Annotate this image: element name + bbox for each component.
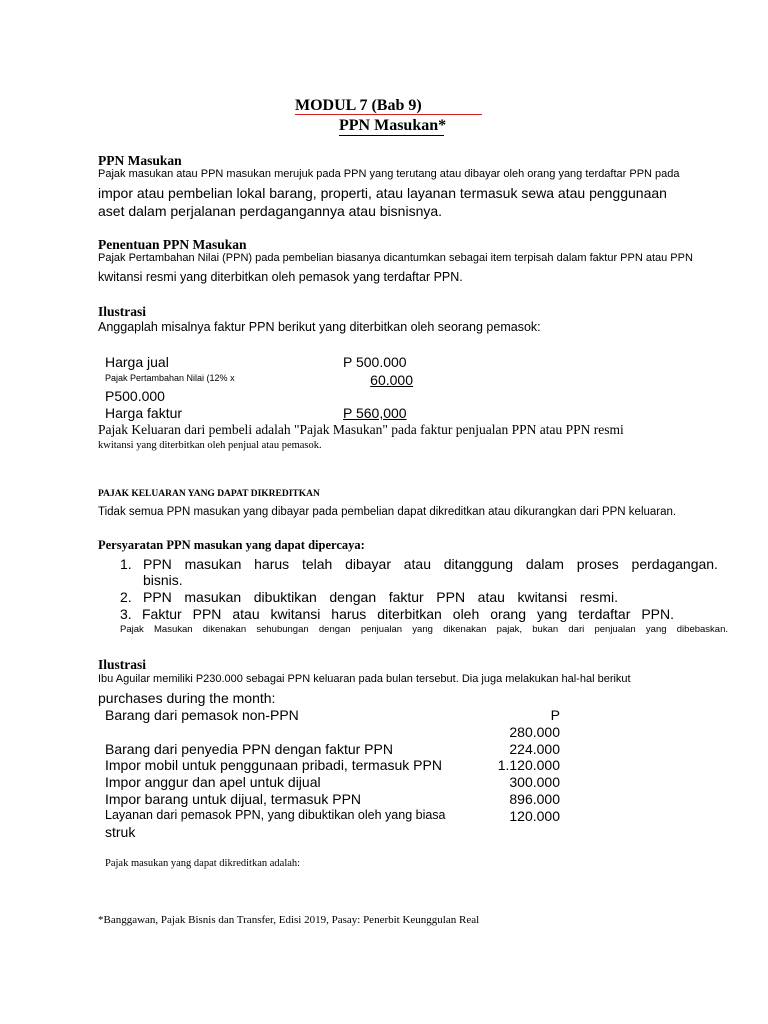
illustration1-intro: Anggaplah misalnya faktur PPN berikut yang diterbitkan oleh seorang pemasok: bbox=[98, 320, 541, 334]
footnote: *Banggawan, Pajak Bisnis dan Transfer, Edisi 2019, Pasay: Penerbit Keunggulan Real bbox=[98, 914, 480, 926]
purchase-row-label: Impor anggur dan apel untuk dijual bbox=[105, 774, 321, 790]
purchase-row-value: 300.000 bbox=[509, 774, 560, 790]
invoice-label-ppn: Pajak Pertambahan Nilai (12% x bbox=[105, 373, 235, 383]
purchase-row-label: Layanan dari pemasok PPN, yang dibuktikan oleh yang biasa bbox=[105, 808, 446, 822]
section-heading-penentuan: Penentuan PPN Masukan bbox=[98, 237, 247, 252]
purchase-row-label-continued: struk bbox=[105, 824, 136, 840]
requirements-note: Pajak Masukan dikenakan sehubungan dengan penjualan yang dikenakan pajak, bukan dari penjualan yang dibebaskan. bbox=[120, 624, 728, 635]
purchase-row-label: Impor barang untuk dijual, termasuk PPN bbox=[105, 791, 362, 807]
illustration1-heading: Ilustrasi bbox=[98, 304, 147, 319]
purchase-row-label: Barang dari pemasok non-PPN bbox=[105, 707, 299, 723]
section1-line2: impor atau pembelian lokal barang, properti, atau layanan termasuk sewa atau penggunaan bbox=[98, 185, 667, 201]
requirement-3-number: 3. bbox=[120, 606, 132, 622]
invoice-label-harga-faktur: Harga faktur bbox=[105, 405, 183, 421]
section2-line1: Pajak Pertambahan Nilai (PPN) pada pembelian biasanya dicantumkan sebagai item terpisah dalam faktur PPN atau PPN bbox=[98, 252, 693, 264]
invoice-label-harga-jual: Harga jual bbox=[105, 354, 169, 370]
illustration1-note-line1: Pajak Keluaran dari pembeli adalah "Pajak Masukan" pada faktur penjualan PPN atau PPN resmi bbox=[98, 422, 624, 437]
purchase-row-value: 280.000 bbox=[509, 724, 560, 740]
requirement-2-text: PPN masukan dibuktikan dengan faktur PPN atau kwitansi resmi. bbox=[143, 589, 618, 605]
section2-line2: kwitansi resmi yang diterbitkan oleh pemasok yang terdaftar PPN. bbox=[98, 270, 463, 284]
purchase-row-label: Impor mobil untuk penggunaan pribadi, termasuk PPN bbox=[105, 757, 442, 773]
purchase-row-label: Barang dari penyedia PPN dengan faktur PPN bbox=[105, 741, 393, 757]
requirement-1-number: 1. bbox=[120, 556, 132, 572]
invoice-value-ppn: 60.000 bbox=[370, 372, 413, 388]
illustration2-question: Pajak masukan yang dapat dikreditkan adalah: bbox=[105, 858, 301, 869]
requirements-heading: Persyaratan PPN masukan yang dapat dipercaya: bbox=[98, 538, 365, 552]
purchase-row-value: 120.000 bbox=[509, 808, 560, 824]
page-subtitle: PPN Masukan* bbox=[339, 117, 447, 134]
purchase-row-value: 1.120.000 bbox=[497, 757, 560, 773]
section-heading-creditable: PAJAK KELUARAN YANG DAPAT DIKREDITKAN bbox=[98, 489, 320, 499]
requirement-1-text: PPN masukan harus telah dibayar atau ditanggung dalam proses perdagangan. bbox=[143, 556, 718, 572]
subtitle-underline bbox=[339, 135, 444, 136]
title-underline bbox=[295, 114, 482, 115]
section3-text: Tidak semua PPN masukan yang dibayar pada pembelian dapat dikreditkan atau dikurangkan dari PPN keluaran. bbox=[98, 506, 677, 518]
section-heading-ppn-masukan: PPN Masukan bbox=[98, 153, 182, 168]
section1-line1: Pajak masukan atau PPN masukan merujuk pada PPN yang terutang atau dibayar oleh orang yang terdaftar PPN pada bbox=[98, 168, 680, 180]
requirement-2-number: 2. bbox=[120, 589, 132, 605]
illustration1-note-line2: kwitansi yang diterbitkan oleh penjual atau pemasok. bbox=[98, 440, 322, 451]
illustration2-heading: Ilustrasi bbox=[98, 657, 147, 672]
requirement-3-text: Faktur PPN atau kwitansi harus diterbitkan oleh orang yang terdaftar PPN. bbox=[142, 606, 674, 622]
invoice-value-harga-faktur: P 560,000 bbox=[343, 405, 407, 421]
illustration2-intro-small: Ibu Aguilar memiliki P230.000 sebagai PPN keluaran pada bulan tersebut. Dia juga melakukan hal-hal berikut bbox=[98, 673, 631, 685]
requirement-1-continued: bisnis. bbox=[143, 572, 183, 588]
purchase-row-value: 224.000 bbox=[509, 741, 560, 757]
module-title: MODUL 7 (Bab 9) bbox=[295, 97, 422, 114]
invoice-value-harga-jual: P 500.000 bbox=[343, 354, 407, 370]
section1-line3: aset dalam perjalanan perdagangannya atau bisnisnya. bbox=[98, 203, 443, 219]
purchase-row-value: P bbox=[550, 707, 560, 723]
illustration2-intro-large: purchases during the month: bbox=[98, 690, 276, 706]
purchase-row-value: 896.000 bbox=[509, 791, 560, 807]
invoice-label-base: P500.000 bbox=[105, 388, 165, 404]
